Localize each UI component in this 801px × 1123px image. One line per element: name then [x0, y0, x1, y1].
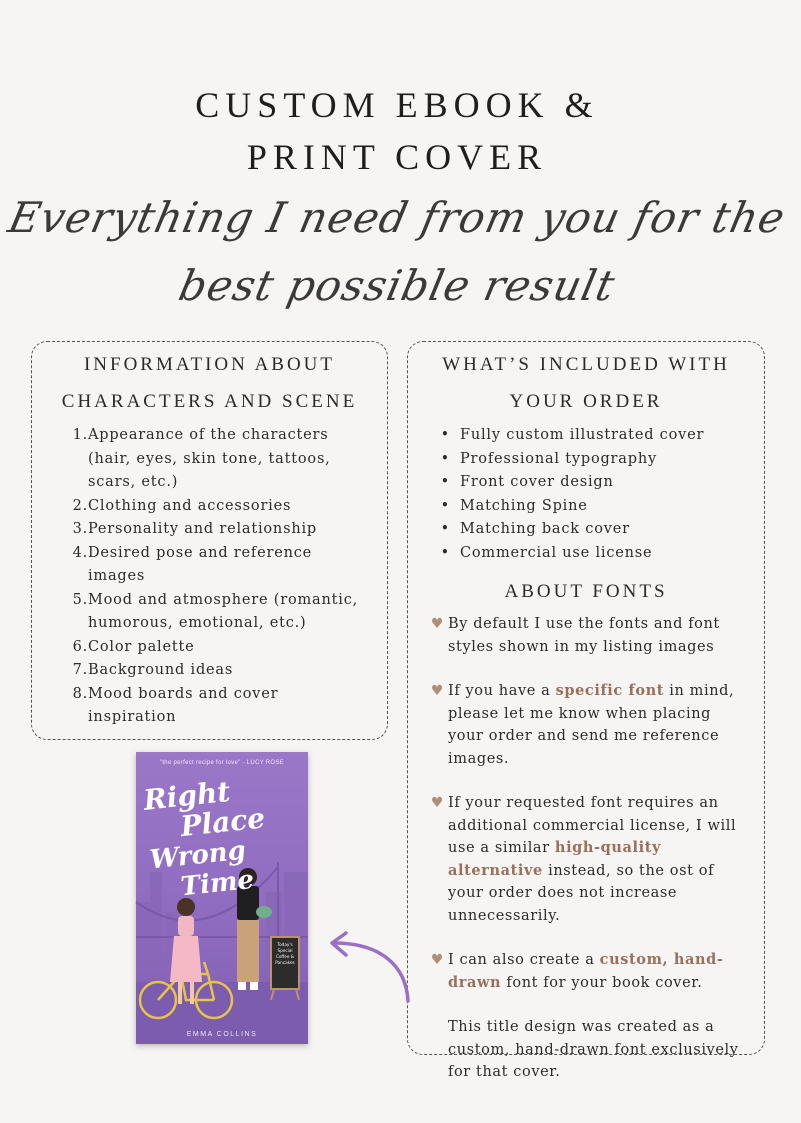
cover-author: EMMA COLLINS: [186, 1031, 258, 1038]
list-item: • Fully custom illustrated cover: [408, 424, 764, 448]
included-box: [407, 341, 765, 1080]
cover-title-4: Time: [179, 864, 256, 903]
list-item: • Front cover design: [408, 471, 764, 495]
list-item: 2. Clothing and accessories: [72, 497, 292, 514]
page-title-line1: CUSTOM EBOOK &: [195, 85, 599, 125]
cover-sign-text: Today's Special Coffee & Pancakes: [275, 942, 295, 965]
script-subtitle-line2: best possible result: [174, 261, 620, 310]
bullet-icon: •: [440, 521, 450, 537]
bullet-icon: •: [440, 544, 450, 561]
info-list: [32, 424, 387, 730]
list-item: • Professional typography: [408, 448, 764, 472]
fonts-paragraph: ♥ By default I use the fonts and font styles shown in my listing images: [408, 613, 764, 658]
cover-title-3: Wrong: [148, 835, 248, 876]
curved-arrow-icon: [320, 925, 420, 1005]
bullet-icon: •: [440, 427, 450, 443]
included-list: [408, 424, 764, 565]
list-item: 3. Personality and relationship: [72, 521, 317, 537]
heart-icon: ♥: [430, 616, 444, 632]
info-box-heading-line2: CHARACTERS AND SCENE: [61, 391, 358, 412]
heart-icon: ♥: [430, 683, 444, 699]
bullet-icon: •: [440, 497, 450, 514]
fonts-paragraph: ♥ If your requested font requires an additional commercial license, I will use a similar high-quality alternative instead, so the ost of your order does not increase unnecessarily.: [408, 792, 764, 927]
heart-icon: ♥: [430, 952, 444, 968]
info-box-heading-line1: INFORMATION ABOUT: [83, 354, 336, 375]
book-cover-image: [136, 752, 308, 1044]
list-item: 4. Desired pose and reference images: [72, 544, 313, 584]
cover-quote: "the perfect recipe for love" - LUCY ROSE: [159, 760, 285, 766]
list-item: • Matching back cover: [408, 518, 764, 542]
fonts-note: This title design was created as a custom, hand-drawn font exclusively for that cover.: [448, 1019, 739, 1080]
fonts-paragraph: ♥ If you have a specific font in mind, please let me know when placing your order and send me reference images.: [408, 680, 764, 770]
list-item: • Commercial use license: [408, 542, 764, 566]
cover-title-2: Place: [178, 801, 267, 844]
info-box: [31, 341, 388, 740]
list-item: 7. Background ideas: [72, 662, 234, 678]
list-item: 6. Color palette: [72, 638, 195, 655]
bullet-icon: •: [440, 450, 450, 467]
list-item: 5. Mood and atmosphere (romantic, humorous, emotional, etc.): [72, 591, 359, 631]
heart-icon: ♥: [430, 795, 444, 811]
fonts-heading: ABOUT FONTS: [504, 581, 668, 602]
included-box-heading-line1: WHAT’S INCLUDED WITH: [442, 354, 730, 375]
script-subtitle-line1: Everything I need from you for the: [4, 193, 790, 242]
fonts-paragraph: ♥ I can also create a custom, hand-drawn font for your book cover.: [408, 949, 764, 994]
list-item: 8. Mood boards and cover inspiration: [72, 685, 279, 725]
list-item: 1. Appearance of the characters (hair, eyes, skin tone, tattoos, scars, etc.): [72, 427, 331, 490]
list-item: • Matching Spine: [408, 495, 764, 519]
bullet-icon: •: [440, 474, 450, 490]
included-box-heading-line2: YOUR ORDER: [509, 391, 663, 412]
page-title-line2: PRINT COVER: [246, 137, 548, 177]
cover-title-1: Right: [141, 774, 232, 817]
